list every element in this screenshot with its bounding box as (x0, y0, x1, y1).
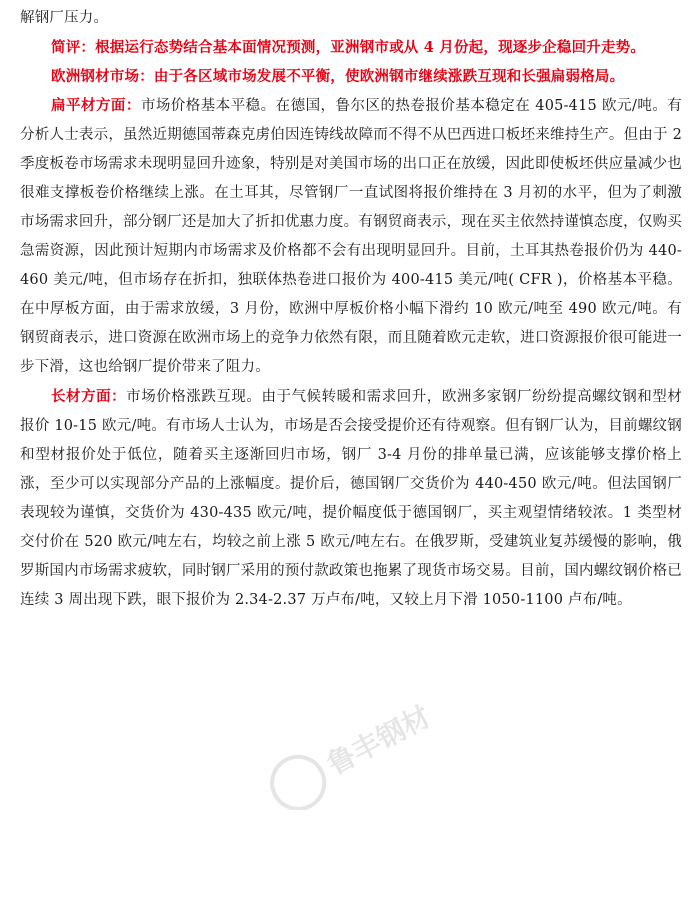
europe-heading: 欧洲钢材市场：由于各区域市场发展不平衡，使欧洲钢市继续涨跌互现和长强扁弱格局。 (51, 68, 625, 85)
watermark-logo (250, 690, 470, 810)
flat-products-body: 市场价格基本平稳。在德国，鲁尔区的热卷报价基本稳定在 405-415 欧元/吨。有分析人士表示，虽然近期德国蒂森克虏伯因连铸线故障而不得不从巴西进口板坯来维持生产。但由于 2 季度板卷市场需求未现明显回升迹象，特别是对美国市场的出口正在放缓，因此即使板坯供应量减少也很难支撑板卷价格继续上涨。在土耳其，尽管钢厂一直试图将报价维持在 3 月初的水平，但为了刺激市场需求回升，部分钢厂还是加大了折扣优惠力度。有钢贸商表示，现在买主依然持谨慎态度，仅购买急需资源，因此预计短期内市场需求及价格都不会有出现明显回升。目前，土耳其热卷报价仍为 440-460 美元/吨，但市场存在折扣，独联体热卷进口报价为 400-415 美元/吨( CFR )，价格基本平稳。在中厚板方面，由于需求放缓，3 月份，欧洲中厚板价格小幅下滑约 10 欧元/吨至 490 欧元/吨。有钢贸商表示，进口资源在欧洲市场上的竞争力依然有限，而且随着欧元走软，进口资源报价很可能进一步下滑，这也给钢厂提价带来了阻力。 (20, 98, 682, 375)
flat-products-lead: 扁平材方面： (51, 97, 141, 114)
flat-products-paragraph (20, 91, 682, 382)
article-body (20, 0, 682, 615)
intro-tail: 解钢厂压力。 (20, 10, 109, 26)
long-products-paragraph (20, 382, 682, 615)
long-products-lead: 长材方面： (51, 388, 127, 405)
watermark-text: 鲁丰钢材 (321, 699, 436, 782)
long-products-body: 市场价格涨跌互现。由于气候转暖和需求回升，欧洲多家钢厂纷纷提高螺纹钢和型材报价 10-15 欧元/吨。有市场人士认为，市场是否会接受提价还有待观察。但有钢厂认为，目前螺纹钢和型材报价处于低位，随着买主逐渐回归市场，钢厂 3-4 月份的排单量已满，应该能够支撑价格上涨，至少可以实现部分产品的上涨幅度。提价后，德国钢厂交货价为 440-450 欧元/吨。但法国钢厂表现较为谨慎，交货价为 430-435 欧元/吨，提价幅度低于德国钢厂，买主观望情绪较浓。1 类型材交付价在 520 欧元/吨左右，均较之前上涨 5 欧元/吨左右。在俄罗斯，受建筑业复苏缓慢的影响，俄罗斯国内市场需求疲软，同时钢厂采用的预付款政策也拖累了现货市场交易。目前，国内螺纹钢价格已连续 3 周出现下跌，眼下报价为 2.34-2.37 万卢布/吨，又较上月下滑 1050-1100 卢布/吨。 (20, 389, 683, 608)
comment-paragraph: 简评：根据运行态势结合基本面情况预测，亚洲钢市或从 4 月份起，现逐步企稳回升走势。 (51, 39, 646, 56)
